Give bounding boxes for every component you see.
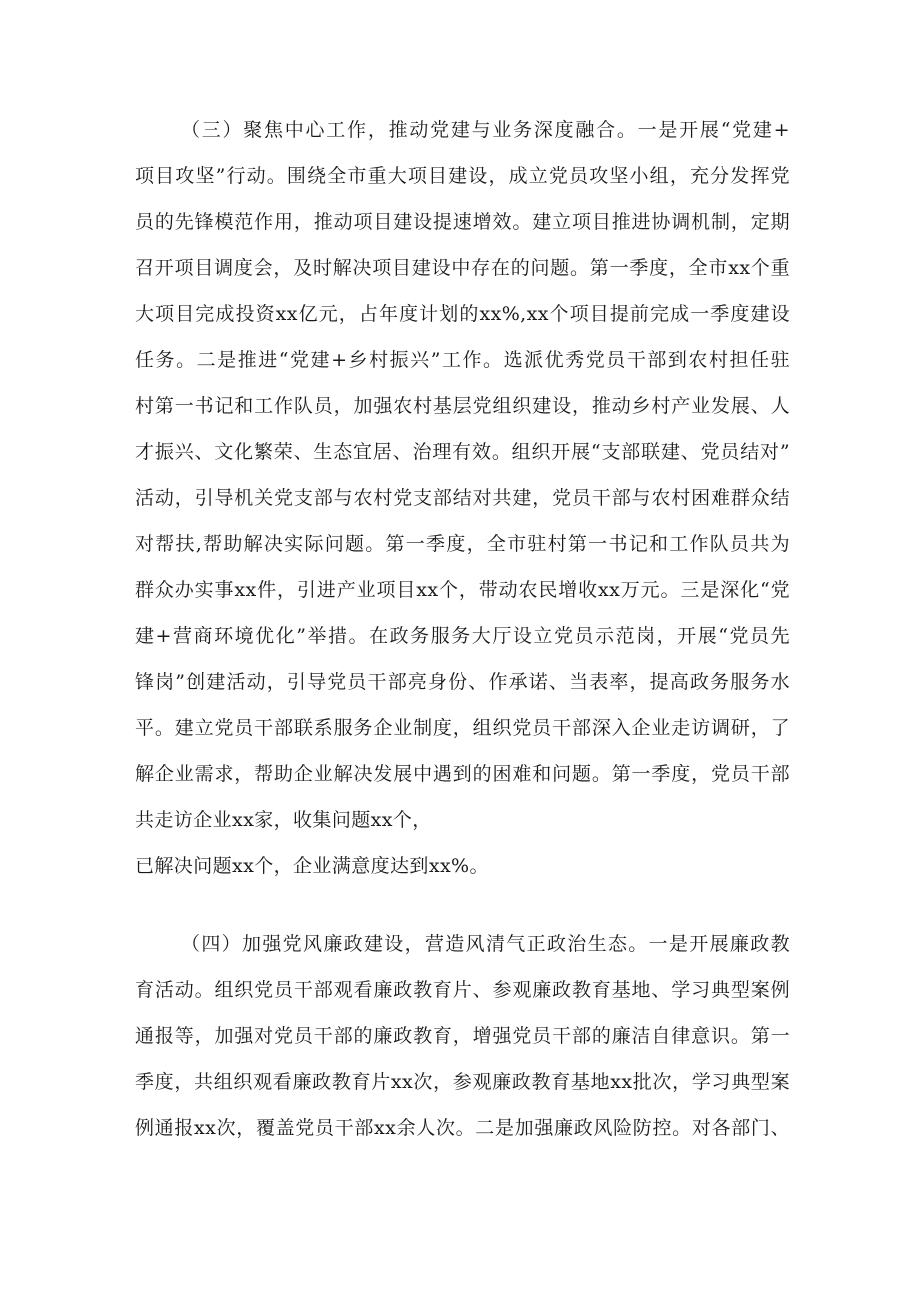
paragraph-line: 通报等，加强对党员干部的廉政教育，增强党员干部的廉洁自律意识。第一: [135, 1025, 790, 1047]
paragraph-line: 锋岗”创建活动，引导党员干部亮身份、作承诺、当表率，提高政务服务水: [135, 671, 790, 693]
paragraph-line: 召开项目调度会，及时解决项目建设中存在的问题。第一季度，全市xx个重: [135, 257, 790, 279]
paragraph-line: 例通报xx次，覆盖党员干部xx余人次。二是加强廉政风险防控。对各部门、: [135, 1117, 790, 1139]
paragraph-line: 共走访企业xx家，收集问题xx个，: [135, 809, 432, 831]
paragraph-line: 大项目完成投资xx亿元，占年度计划的xx%,xx个项目提前完成一季度建设: [135, 303, 790, 325]
paragraph-line: 村第一书记和工作队员，加强农村基层党组织建设，推动乡村产业发展、人: [135, 395, 790, 417]
paragraph-line: 群众办实事xx件，引进产业项目xx个，带动农民增收xx万元。三是深化“党: [135, 579, 790, 601]
paragraph-line: 活动，引导机关党支部与农村党支部结对共建，党员干部与农村困难群众结: [135, 487, 790, 509]
paragraph-line: 任务。二是推进“党建+乡村振兴”工作。选派优秀党员干部到农村担任驻: [135, 349, 790, 371]
paragraph-line: 平。建立党员干部联系服务企业制度，组织党员干部深入企业走访调研，了: [135, 717, 790, 739]
paragraph-line: 项目攻坚”行动。围绕全市重大项目建设，成立党员攻坚小组，充分发挥党: [135, 165, 790, 187]
paragraph-line: 育活动。组织党员干部观看廉政教育片、参观廉政教育基地、学习典型案例: [135, 979, 790, 1001]
paragraph-line: 建+营商环境优化”举措。在政务服务大厅设立党员示范岗，开展“党员先: [135, 625, 790, 647]
paragraph-line: 季度，共组织观看廉政教育片xx次，参观廉政教育基地xx批次，学习典型案: [135, 1071, 790, 1093]
paragraph-line: （三）聚焦中心工作，推动党建与业务深度融合。一是开展“党建+: [181, 119, 790, 141]
paragraph-line: 才振兴、文化繁荣、生态宜居、治理有效。组织开展“支部联建、党员结对”: [135, 441, 790, 463]
paragraph-line: 对帮扶,帮助解决实际问题。第一季度，全市驻村第一书记和工作队员共为: [135, 533, 790, 555]
paragraph-line: 已解决问题xx个，企业满意度达到xx%。: [135, 855, 489, 877]
paragraph-line: 解企业需求，帮助企业解决发展中遇到的困难和问题。第一季度，党员干部: [135, 763, 790, 785]
paragraph-line: 员的先锋模范作用，推动项目建设提速增效。建立项目推进协调机制，定期: [135, 211, 790, 233]
paragraph-line: （四）加强党风廉政建设，营造风清气正政治生态。一是开展廉政教: [181, 933, 790, 955]
